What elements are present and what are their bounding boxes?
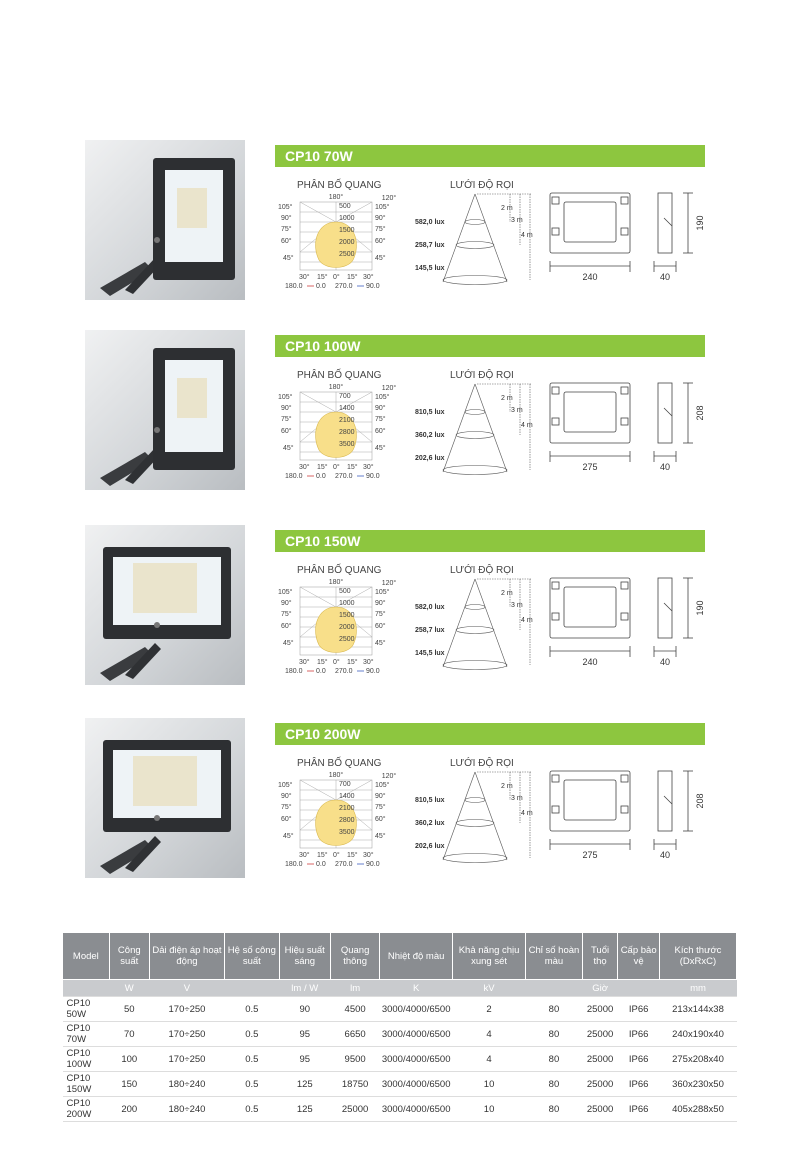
- width-dimension: 275: [582, 462, 598, 472]
- unit-cell: [225, 980, 280, 997]
- product-title: CP10 100W: [275, 335, 705, 357]
- radial-label: 1400: [339, 793, 355, 800]
- angle-label: 75°: [375, 804, 386, 811]
- radial-label: 500: [339, 588, 351, 595]
- radial-label: 2100: [339, 805, 355, 812]
- table-cell: 125: [279, 1097, 330, 1122]
- table-cell: 95: [279, 1047, 330, 1072]
- polar-title: PHÂN BỐ QUANG: [297, 370, 382, 381]
- distance-label: 4 m: [521, 422, 533, 429]
- table-cell: CP10 150W: [63, 1072, 110, 1097]
- radial-label: 2500: [339, 251, 355, 258]
- distance-label: 3 m: [511, 795, 523, 802]
- beam-title: LƯỚI ĐỘ RỌI: [450, 370, 514, 381]
- spec-table: [62, 932, 737, 1122]
- plane-label: 0.0: [316, 861, 326, 868]
- table-cell: 95: [279, 1022, 330, 1047]
- table-cell: 25000: [582, 1072, 618, 1097]
- angle-label: 120°: [381, 773, 397, 780]
- polar-distribution-chart: [277, 192, 407, 290]
- unit-cell: Giờ: [582, 980, 618, 997]
- angle-label: 105°: [278, 204, 293, 211]
- table-cell: 360x230x50: [659, 1072, 736, 1097]
- column-header: Nhiệt độ màu: [380, 933, 453, 980]
- plane-label: 0.0: [316, 473, 326, 480]
- table-cell: 90: [279, 997, 330, 1022]
- table-cell: 150: [109, 1072, 149, 1097]
- table-cell: IP66: [618, 1022, 660, 1047]
- angle-label: 60°: [375, 623, 386, 630]
- distance-label: 4 m: [521, 232, 533, 239]
- angle-label: 75°: [375, 226, 386, 233]
- unit-cell: K: [380, 980, 453, 997]
- lux-value: 145,5 lux: [415, 265, 445, 272]
- column-header: Công suất: [109, 933, 149, 980]
- lux-value: 202,6 lux: [415, 455, 445, 462]
- dimension-drawing: [540, 188, 710, 298]
- angle-label: 30°: [363, 852, 374, 859]
- unit-cell: kV: [453, 980, 526, 997]
- radial-label: 1000: [339, 600, 355, 607]
- plane-label: 90.0: [366, 668, 380, 675]
- depth-dimension: 40: [659, 657, 671, 667]
- table-cell: 170÷250: [149, 1047, 224, 1072]
- plane-label: 180.0: [285, 861, 303, 868]
- radial-label: 2500: [339, 636, 355, 643]
- lux-value: 202,6 lux: [415, 843, 445, 850]
- distance-label: 3 m: [511, 217, 523, 224]
- table-cell: IP66: [618, 1072, 660, 1097]
- angle-label: 120°: [381, 385, 397, 392]
- plane-label: 270.0: [335, 861, 353, 868]
- angle-label: 15°: [347, 659, 358, 666]
- angle-label: 15°: [347, 852, 358, 859]
- distance-label: 3 m: [511, 602, 523, 609]
- floodlight-image: [85, 525, 245, 685]
- table-cell: 170÷250: [149, 997, 224, 1022]
- angle-label: 30°: [299, 464, 310, 471]
- table-cell: 180÷240: [149, 1072, 224, 1097]
- table-cell: 80: [526, 1022, 583, 1047]
- lux-value: 810,5 lux: [415, 797, 445, 804]
- product-section: [85, 140, 705, 300]
- distance-label: 4 m: [521, 810, 533, 817]
- table-row: [63, 1097, 737, 1122]
- dimension-drawing: [540, 766, 710, 876]
- beam-title: LƯỚI ĐỘ RỌI: [450, 565, 514, 576]
- angle-label: 75°: [375, 416, 386, 423]
- table-cell: 18750: [330, 1072, 379, 1097]
- product-photo: [85, 525, 245, 685]
- angle-label: 120°: [381, 195, 397, 202]
- distance-label: 2 m: [501, 395, 513, 402]
- angle-label: 105°: [375, 204, 390, 211]
- angle-label: 30°: [363, 274, 374, 281]
- angle-label: 105°: [375, 782, 390, 789]
- column-header: Chỉ số hoàn màu: [526, 933, 583, 980]
- angle-label: 180°: [328, 772, 344, 779]
- product-title: CP10 150W: [275, 530, 705, 552]
- product-photo: [85, 140, 245, 300]
- angle-label: 30°: [363, 659, 374, 666]
- product-photo: [85, 330, 245, 490]
- width-dimension: 240: [582, 272, 598, 282]
- table-cell: 80: [526, 997, 583, 1022]
- angle-label: 45°: [375, 255, 386, 262]
- table-cell: 25000: [582, 1097, 618, 1122]
- angle-label: 90°: [375, 215, 386, 222]
- depth-dimension: 40: [659, 462, 671, 472]
- lux-value: 582,0 lux: [415, 219, 445, 226]
- floodlight-image: [85, 718, 245, 878]
- table-cell: 25000: [330, 1097, 379, 1122]
- radial-label: 3500: [339, 441, 355, 448]
- lux-value: 582,0 lux: [415, 604, 445, 611]
- table-cell: 0.5: [225, 1022, 280, 1047]
- unit-cell: lm / W: [279, 980, 330, 997]
- angle-label: 0°: [333, 464, 340, 471]
- angle-label: 120°: [381, 580, 397, 587]
- table-row: [63, 1047, 737, 1072]
- angle-label: 90°: [281, 600, 292, 607]
- angle-label: 60°: [281, 428, 292, 435]
- column-header: Khả năng chịu xung sét: [453, 933, 526, 980]
- table-cell: 4500: [330, 997, 379, 1022]
- table-cell: CP10 50W: [63, 997, 110, 1022]
- table-cell: 25000: [582, 997, 618, 1022]
- table-cell: 3000/4000/6500: [380, 997, 453, 1022]
- lux-value: 145,5 lux: [415, 650, 445, 657]
- table-cell: 25000: [582, 1047, 618, 1072]
- angle-label: 105°: [375, 394, 390, 401]
- column-header: Hệ số công suất: [225, 933, 280, 980]
- angle-label: 0°: [333, 659, 340, 666]
- radial-label: 2000: [339, 239, 355, 246]
- table-cell: CP10 100W: [63, 1047, 110, 1072]
- angle-label: 15°: [317, 464, 328, 471]
- angle-label: 180°: [328, 194, 344, 201]
- plane-label: 90.0: [366, 473, 380, 480]
- lux-value: 360,2 lux: [415, 432, 445, 439]
- angle-label: 45°: [283, 833, 294, 840]
- table-cell: IP66: [618, 997, 660, 1022]
- distance-label: 2 m: [501, 205, 513, 212]
- angle-label: 75°: [281, 416, 292, 423]
- unit-cell: lm: [330, 980, 379, 997]
- angle-label: 90°: [281, 405, 292, 412]
- lux-value: 258,7 lux: [415, 242, 445, 249]
- depth-dimension: 40: [659, 850, 671, 860]
- distance-label: 2 m: [501, 783, 513, 790]
- radial-label: 2100: [339, 417, 355, 424]
- table-cell: 3000/4000/6500: [380, 1022, 453, 1047]
- angle-label: 45°: [283, 640, 294, 647]
- table-cell: 80: [526, 1097, 583, 1122]
- angle-label: 45°: [375, 445, 386, 452]
- lux-value: 810,5 lux: [415, 409, 445, 416]
- plane-label: 180.0: [285, 668, 303, 675]
- polar-title: PHÂN BỐ QUANG: [297, 758, 382, 769]
- table-cell: 10: [453, 1072, 526, 1097]
- height-dimension: 190: [695, 215, 705, 231]
- angle-label: 105°: [278, 782, 293, 789]
- plane-label: 0.0: [316, 668, 326, 675]
- table-cell: CP10 200W: [63, 1097, 110, 1122]
- angle-label: 15°: [317, 852, 328, 859]
- table-row: [63, 1022, 737, 1047]
- unit-cell: W: [109, 980, 149, 997]
- unit-cell: mm: [659, 980, 736, 997]
- unit-cell: V: [149, 980, 224, 997]
- unit-cell: [618, 980, 660, 997]
- column-header: Tuổi thọ: [582, 933, 618, 980]
- angle-label: 75°: [281, 226, 292, 233]
- distance-label: 2 m: [501, 590, 513, 597]
- angle-label: 90°: [281, 215, 292, 222]
- plane-label: 0.0: [316, 283, 326, 290]
- table-cell: 213x144x38: [659, 997, 736, 1022]
- table-cell: 0.5: [225, 1072, 280, 1097]
- angle-label: 105°: [278, 589, 293, 596]
- table-row: [63, 997, 737, 1022]
- table-cell: 3000/4000/6500: [380, 1072, 453, 1097]
- angle-label: 60°: [375, 238, 386, 245]
- angle-label: 60°: [375, 428, 386, 435]
- angle-label: 15°: [317, 659, 328, 666]
- radial-label: 1400: [339, 405, 355, 412]
- floodlight-image: [85, 330, 245, 490]
- angle-label: 90°: [375, 405, 386, 412]
- column-header: Model: [63, 933, 110, 980]
- table-cell: 240x190x40: [659, 1022, 736, 1047]
- product-title: CP10 70W: [275, 145, 705, 167]
- table-row: [63, 1072, 737, 1097]
- angle-label: 60°: [281, 623, 292, 630]
- radial-label: 1500: [339, 227, 355, 234]
- table-cell: 2: [453, 997, 526, 1022]
- plane-label: 90.0: [366, 283, 380, 290]
- radial-label: 2800: [339, 817, 355, 824]
- angle-label: 45°: [283, 445, 294, 452]
- polar-title: PHÂN BỐ QUANG: [297, 565, 382, 576]
- radial-label: 1500: [339, 612, 355, 619]
- angle-label: 90°: [375, 793, 386, 800]
- beam-cone-diagram: [415, 577, 535, 677]
- column-header: Dải điện áp hoạt động: [149, 933, 224, 980]
- floodlight-image: [85, 140, 245, 300]
- table-cell: 50: [109, 997, 149, 1022]
- polar-title: PHÂN BỐ QUANG: [297, 180, 382, 191]
- table-cell: 80: [526, 1047, 583, 1072]
- unit-cell: [526, 980, 583, 997]
- table-cell: 70: [109, 1022, 149, 1047]
- table-cell: IP66: [618, 1097, 660, 1122]
- table-header-row: [63, 933, 737, 980]
- table-cell: IP66: [618, 1047, 660, 1072]
- table-cell: 0.5: [225, 1097, 280, 1122]
- column-header: Quang thông: [330, 933, 379, 980]
- angle-label: 45°: [375, 833, 386, 840]
- table-cell: CP10 70W: [63, 1022, 110, 1047]
- table-cell: 25000: [582, 1022, 618, 1047]
- distance-label: 3 m: [511, 407, 523, 414]
- lux-value: 360,2 lux: [415, 820, 445, 827]
- angle-label: 60°: [281, 816, 292, 823]
- radial-label: 500: [339, 203, 351, 210]
- angle-label: 30°: [299, 659, 310, 666]
- radial-label: 2800: [339, 429, 355, 436]
- plane-label: 90.0: [366, 861, 380, 868]
- dimension-drawing: [540, 573, 710, 683]
- angle-label: 60°: [375, 816, 386, 823]
- plane-label: 180.0: [285, 473, 303, 480]
- column-header: Hiệu suất sáng: [279, 933, 330, 980]
- height-dimension: 208: [695, 793, 705, 809]
- unit-cell: [63, 980, 110, 997]
- table-cell: 80: [526, 1072, 583, 1097]
- table-cell: 0.5: [225, 1047, 280, 1072]
- angle-label: 45°: [283, 255, 294, 262]
- table-cell: 125: [279, 1072, 330, 1097]
- angle-label: 15°: [347, 274, 358, 281]
- plane-label: 270.0: [335, 283, 353, 290]
- table-cell: 170÷250: [149, 1022, 224, 1047]
- angle-label: 105°: [375, 589, 390, 596]
- angle-label: 0°: [333, 274, 340, 281]
- table-cell: 200: [109, 1097, 149, 1122]
- polar-distribution-chart: [277, 382, 407, 480]
- table-cell: 3000/4000/6500: [380, 1047, 453, 1072]
- table-cell: 4: [453, 1022, 526, 1047]
- polar-distribution-chart: [277, 577, 407, 675]
- radial-label: 2000: [339, 624, 355, 631]
- angle-label: 75°: [375, 611, 386, 618]
- table-cell: 275x208x40: [659, 1047, 736, 1072]
- angle-label: 75°: [281, 611, 292, 618]
- table-cell: 180÷240: [149, 1097, 224, 1122]
- angle-label: 105°: [278, 394, 293, 401]
- table-cell: 9500: [330, 1047, 379, 1072]
- angle-label: 90°: [281, 793, 292, 800]
- radial-label: 1000: [339, 215, 355, 222]
- plane-label: 270.0: [335, 668, 353, 675]
- lux-value: 258,7 lux: [415, 627, 445, 634]
- angle-label: 30°: [363, 464, 374, 471]
- angle-label: 60°: [281, 238, 292, 245]
- angle-label: 0°: [333, 852, 340, 859]
- product-photo: [85, 718, 245, 878]
- beam-title: LƯỚI ĐỘ RỌI: [450, 758, 514, 769]
- beam-cone-diagram: [415, 770, 535, 870]
- angle-label: 15°: [317, 274, 328, 281]
- table-cell: 100: [109, 1047, 149, 1072]
- radial-label: 700: [339, 393, 351, 400]
- angle-label: 75°: [281, 804, 292, 811]
- angle-label: 30°: [299, 274, 310, 281]
- height-dimension: 190: [695, 600, 705, 616]
- table-cell: 6650: [330, 1022, 379, 1047]
- polar-distribution-chart: [277, 770, 407, 868]
- radial-label: 3500: [339, 829, 355, 836]
- column-header: Kích thước (DxRxC): [659, 933, 736, 980]
- table-cell: 3000/4000/6500: [380, 1097, 453, 1122]
- radial-label: 700: [339, 781, 351, 788]
- table-cell: 0.5: [225, 997, 280, 1022]
- units-row: [63, 980, 737, 997]
- width-dimension: 275: [582, 850, 598, 860]
- plane-label: 270.0: [335, 473, 353, 480]
- table-cell: 4: [453, 1047, 526, 1072]
- beam-title: LƯỚI ĐỘ RỌI: [450, 180, 514, 191]
- height-dimension: 208: [695, 405, 705, 421]
- plane-label: 180.0: [285, 283, 303, 290]
- angle-label: 45°: [375, 640, 386, 647]
- product-section: [85, 718, 705, 878]
- table-cell: 405x288x50: [659, 1097, 736, 1122]
- table-cell: 10: [453, 1097, 526, 1122]
- angle-label: 180°: [328, 579, 344, 586]
- product-section: [85, 330, 705, 490]
- column-header: Cấp bảo vệ: [618, 933, 660, 980]
- beam-cone-diagram: [415, 192, 535, 292]
- angle-label: 30°: [299, 852, 310, 859]
- width-dimension: 240: [582, 657, 598, 667]
- distance-label: 4 m: [521, 617, 533, 624]
- angle-label: 15°: [347, 464, 358, 471]
- angle-label: 90°: [375, 600, 386, 607]
- product-section: [85, 525, 705, 685]
- beam-cone-diagram: [415, 382, 535, 482]
- product-title: CP10 200W: [275, 723, 705, 745]
- dimension-drawing: [540, 378, 710, 488]
- angle-label: 180°: [328, 384, 344, 391]
- depth-dimension: 40: [659, 272, 671, 282]
